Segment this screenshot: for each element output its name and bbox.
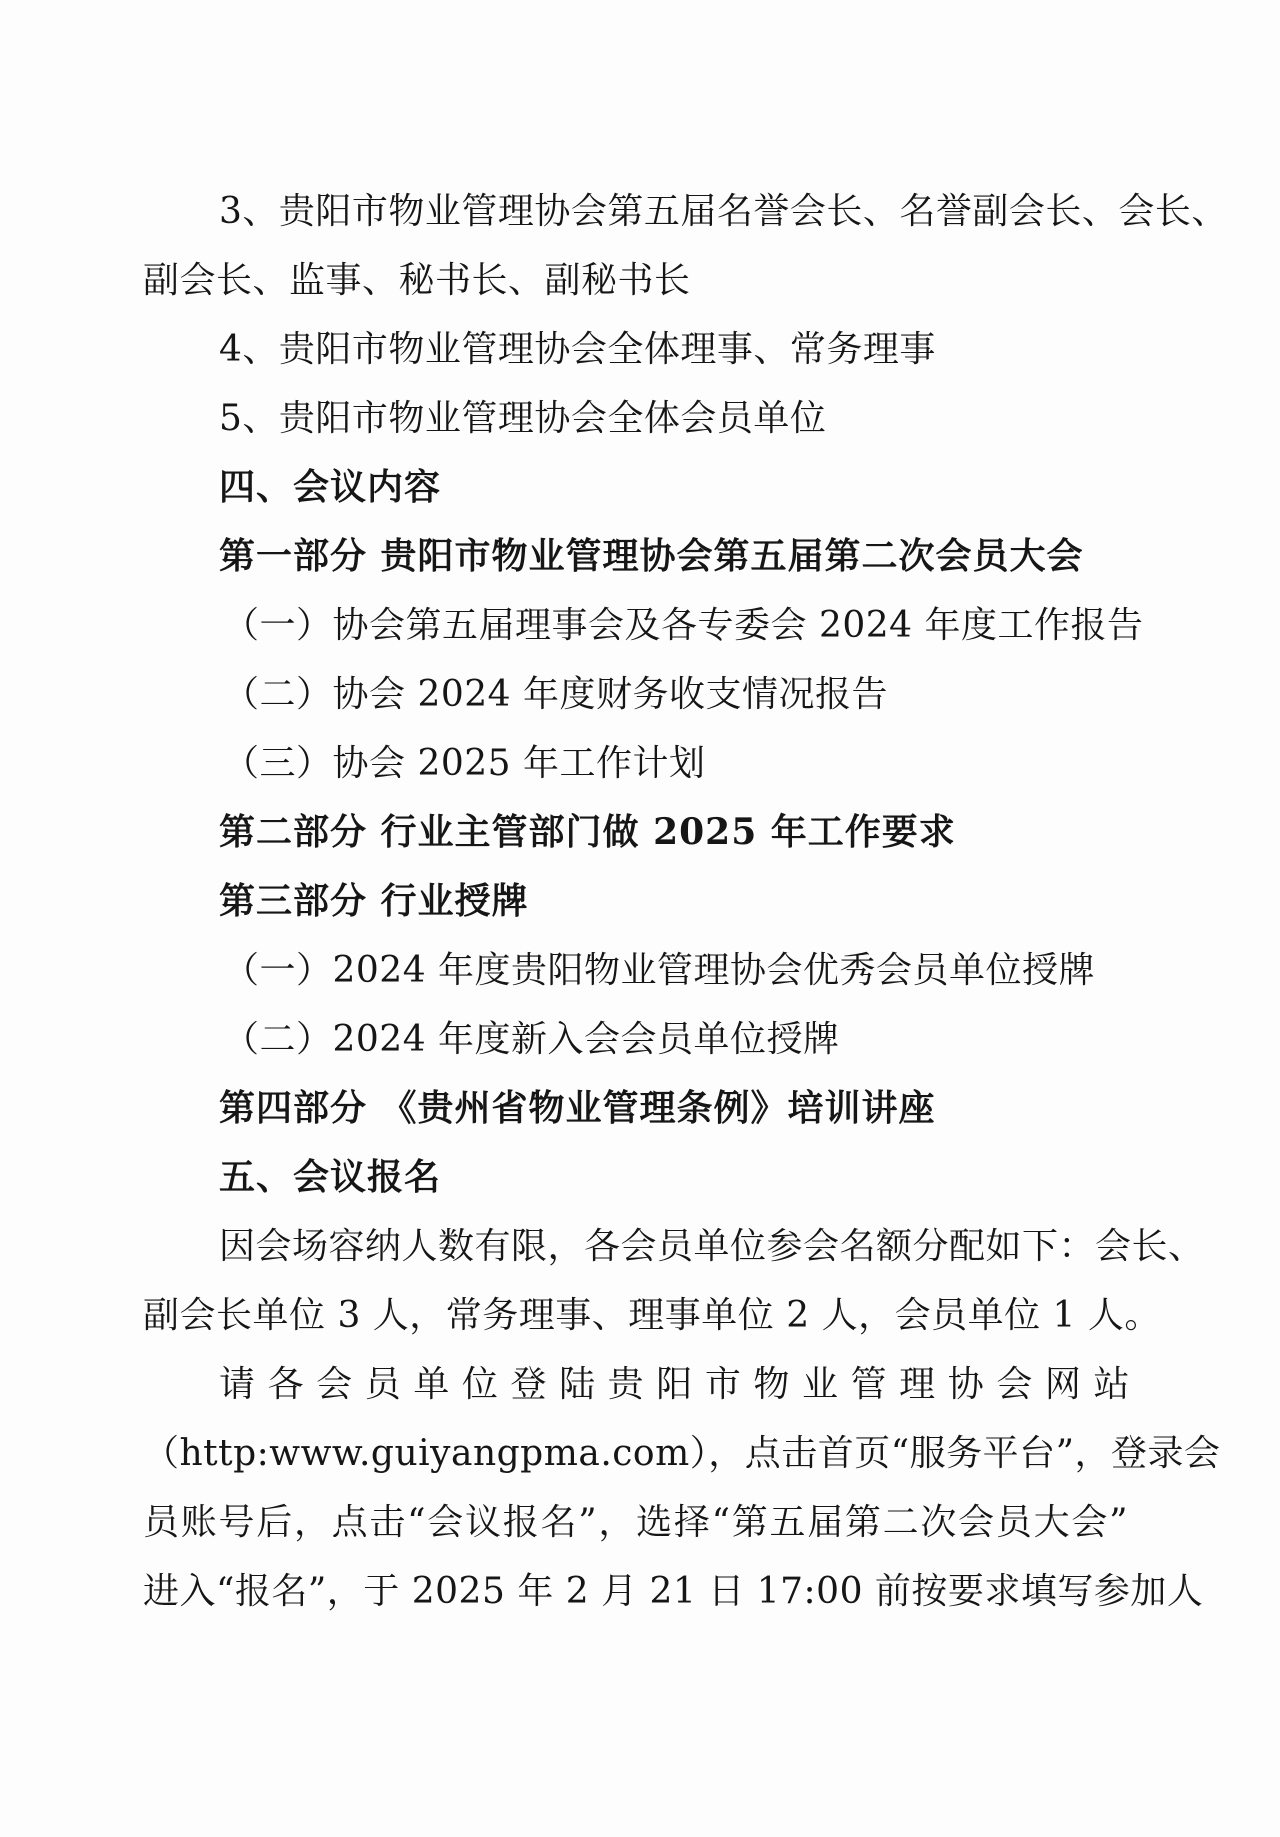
registration-paragraph-2-line-1: 请各会员单位登陆贵阳市物业管理协会网站 xyxy=(219,1364,1130,1405)
registration-paragraph-1-line-1: 因会场容纳人数有限，各会员单位参会名额分配如下：会长、 xyxy=(219,1226,1205,1267)
registration-paragraph-2-line-4: 进入“报名”，于 2025 年 2 月 21 日 17:00 前按要求填写参加人 xyxy=(143,1571,1204,1612)
part-three-item-2: （二）2024 年度新入会会员单位授牌 xyxy=(223,1019,840,1060)
part-three-heading: 第三部分 行业授牌 xyxy=(219,880,529,922)
section-heading-registration: 五、会议报名 xyxy=(219,1156,442,1198)
attendee-item-4: 4、贵阳市物业管理协会全体理事、常务理事 xyxy=(219,329,936,370)
attendee-item-3: 3、贵阳市物业管理协会第五届名誉会长、名誉副会长、会长、 xyxy=(219,191,1228,232)
part-one-item-2: （二）协会 2024 年度财务收支情况报告 xyxy=(223,674,889,715)
part-one-heading: 第一部分 贵阳市物业管理协会第五届第二次会员大会 xyxy=(219,535,1084,577)
part-one-item-1: （一）协会第五届理事会及各专委会 2024 年度工作报告 xyxy=(223,605,1144,646)
part-one-item-3: （三）协会 2025 年工作计划 xyxy=(223,743,706,784)
section-heading-meeting-content: 四、会议内容 xyxy=(219,466,442,508)
document-body xyxy=(143,177,1228,1626)
registration-paragraph-2-line-2: （http:www.guiyangpma.com），点击首页“服务平台”，登录会 xyxy=(143,1433,1221,1474)
part-three-item-1: （一）2024 年度贵阳物业管理协会优秀会员单位授牌 xyxy=(223,950,1096,991)
attendee-item-3-continued: 副会长、监事、秘书长、副秘书长 xyxy=(143,260,691,301)
attendee-item-5: 5、贵阳市物业管理协会全体会员单位 xyxy=(219,398,827,439)
registration-paragraph-1-line-2: 副会长单位 3 人，常务理事、理事单位 2 人，会员单位 1 人。 xyxy=(143,1295,1161,1336)
registration-paragraph-2-line-3: 员账号后，点击“会议报名”，选择“第五届第二次会员大会” xyxy=(143,1502,1128,1543)
part-two-heading: 第二部分 行业主管部门做 2025 年工作要求 xyxy=(219,811,956,853)
part-four-heading: 第四部分 《贵州省物业管理条例》培训讲座 xyxy=(219,1087,936,1129)
